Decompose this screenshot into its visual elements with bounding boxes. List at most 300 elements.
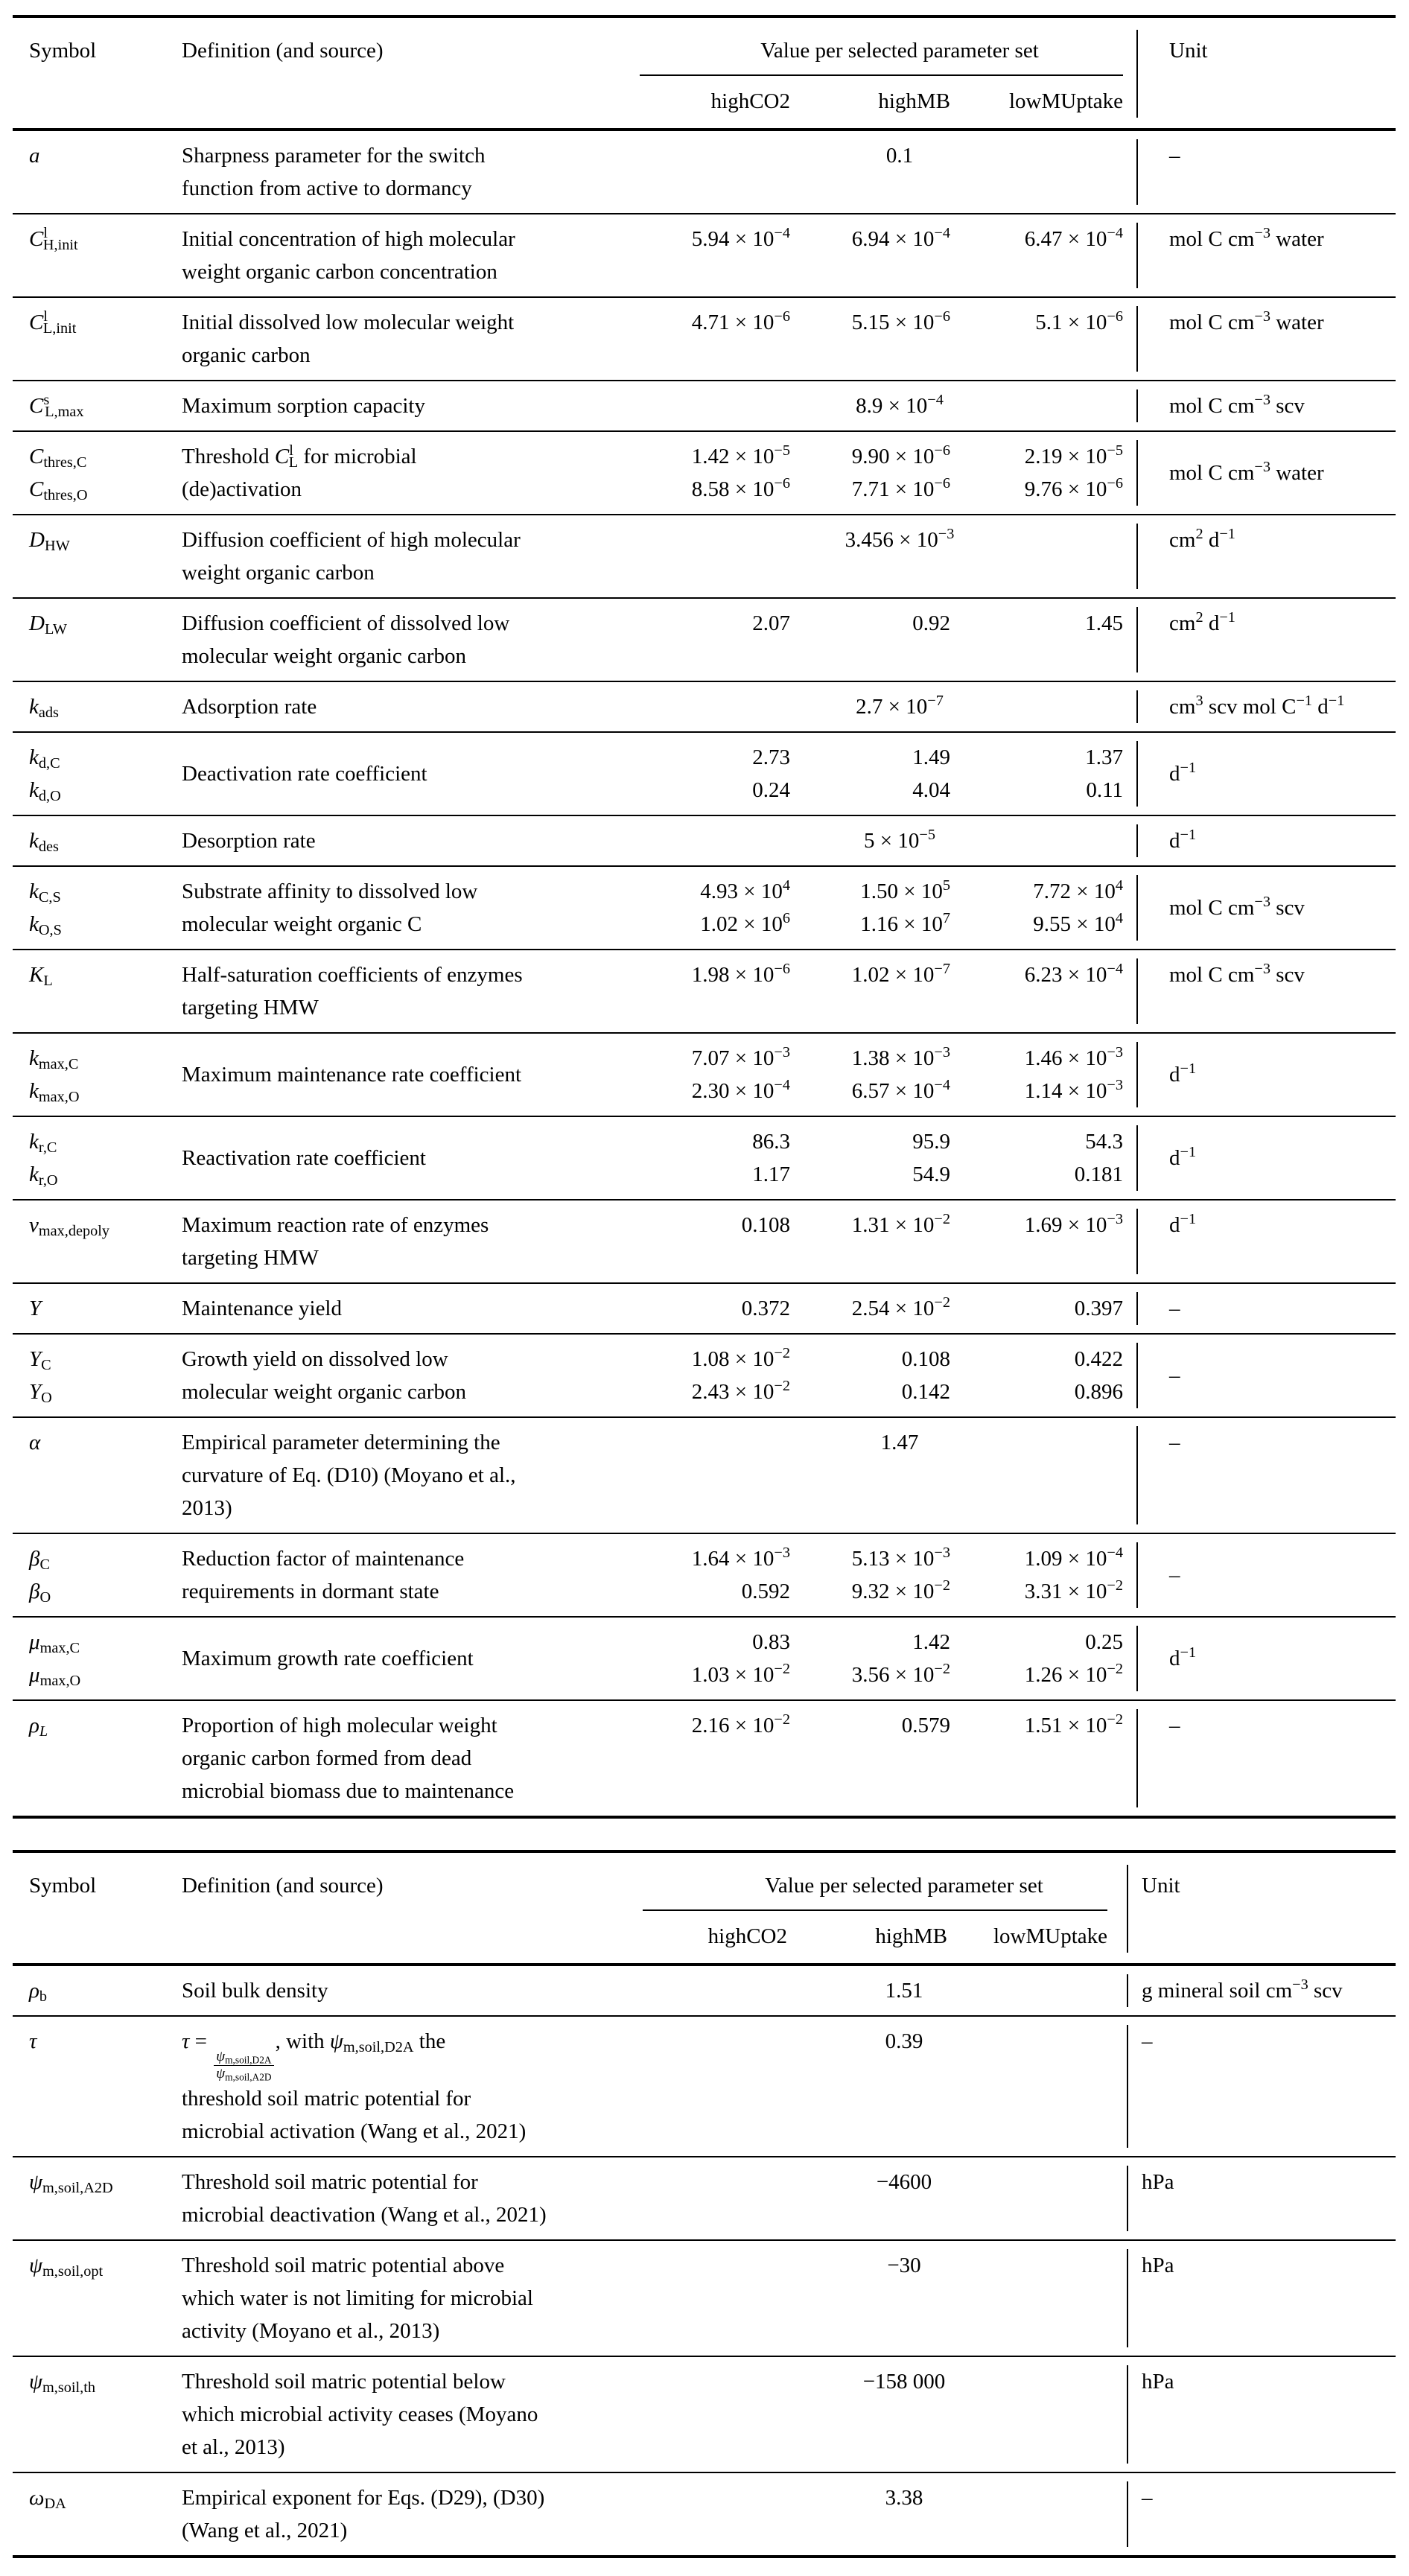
value: $1.38 \times 10^{-3}$: [851, 1043, 950, 1070]
unit: mol C $cm^{-3}$ scv: [1169, 391, 1305, 418]
value: $1.51 \times 10^{-2}$: [1024, 1711, 1123, 1737]
value-all-parameter-sets: 0.1: [885, 144, 914, 168]
unit-cell: [1127, 2249, 1396, 2347]
definition-cell: [182, 1343, 572, 1408]
value-column-lowMUptake: [950, 440, 1123, 506]
values-cell: [572, 1542, 1136, 1608]
table-row: [13, 949, 1396, 1032]
parameter-symbol: $C_{thres,O}$: [29, 477, 88, 504]
value: $4.71 \times 10^{-6}$: [691, 308, 790, 334]
definition-line: microbial deactivation (Wang et al., 2021): [182, 2203, 547, 2227]
value-column-highMB: [790, 1626, 950, 1691]
table-row: [13, 1533, 1396, 1616]
table2-body: [13, 1966, 1396, 2558]
value-all-parameter-sets: $8.9 \times 10^{-4}$: [856, 391, 944, 418]
table-row: [13, 1116, 1396, 1199]
value-column-highCO2: [572, 1626, 790, 1691]
values-cell: [572, 2249, 1127, 2282]
symbol-cell: [13, 607, 182, 640]
value: 54.9: [912, 1163, 950, 1186]
definition-cell: [182, 958, 572, 1024]
symbol-cell: [13, 1542, 182, 1608]
unit-cell: [1136, 389, 1396, 422]
table1-body: [13, 131, 1396, 1819]
value-column-highCO2: [572, 1343, 790, 1408]
value-column-highMB: [790, 1343, 950, 1408]
value-column-highCO2: [572, 958, 790, 991]
value: $1.42 \times 10^{-5}$: [691, 442, 790, 468]
parameter-symbol: $k_{ads}$: [29, 695, 59, 722]
definition-cell: [182, 440, 572, 506]
parameter-symbol: $C^s_{L,max}$: [29, 391, 84, 421]
symbol-cell: [13, 1292, 182, 1325]
definition-line: targeting HMW: [182, 1246, 319, 1270]
values-cell: [572, 1974, 1127, 2007]
unit-cell: [1127, 2166, 1396, 2231]
parameter-symbol: α: [29, 1431, 41, 1454]
value-all-parameter-sets: −30: [887, 2254, 921, 2278]
definition-line: et al., 2013): [182, 2435, 285, 2460]
unit-cell: [1136, 1042, 1396, 1107]
parameter-symbol: a: [29, 144, 40, 168]
value: $9.90 \times 10^{-6}$: [851, 442, 950, 468]
definition-line: (Wang et al., 2021): [182, 2519, 348, 2543]
definition-line: which microbial activity ceases (Moyano: [182, 2402, 538, 2427]
value: $9.55 \times 10^4$: [1033, 909, 1123, 936]
unit: $d^{-1}$: [1169, 1060, 1197, 1087]
definition-line: Threshold $C^l_L$ for microbial: [182, 442, 417, 471]
value-all-parameter-sets: $2.7 \times 10^{-7}$: [856, 692, 944, 719]
values-cell: [572, 1626, 1136, 1691]
definition-line: Adsorption rate: [182, 695, 317, 719]
value: $1.14 \times 10^{-3}$: [1024, 1076, 1123, 1103]
value: $4.93 \times 10^4$: [700, 877, 790, 903]
symbol-cell: [13, 1974, 182, 2007]
value: 0.108: [901, 1347, 950, 1371]
value-column-highCO2: [572, 607, 790, 640]
value: $1.50 \times 10^5$: [860, 877, 950, 903]
column-header-symbol: Symbol: [29, 39, 97, 63]
definition-line: microbial biomass due to maintenance: [182, 1779, 515, 1803]
definition-line: Desorption rate: [182, 829, 316, 853]
values-cell: [572, 524, 1136, 556]
unit-cell: [1136, 875, 1396, 941]
parameter-symbol: $D_{HW}$: [29, 528, 70, 555]
unit-cell: [1136, 958, 1396, 1024]
symbol-cell: [13, 440, 182, 506]
table1-header-row: [13, 15, 1396, 131]
values-cell: [572, 1292, 1136, 1325]
value: 1.45: [1085, 611, 1123, 635]
symbol-cell: [13, 2249, 182, 2282]
definition-cell: [182, 690, 572, 723]
values-cell: [572, 223, 1136, 255]
definition-cell: [182, 389, 572, 422]
value: 86.3: [752, 1130, 790, 1154]
value-column-highMB: [790, 1292, 950, 1325]
column-header-unit: Unit: [1127, 1865, 1396, 1953]
unit: –: [1142, 2029, 1153, 2053]
values-cell: [572, 306, 1136, 339]
unit: $d^{-1}$: [1169, 1143, 1197, 1170]
definition-cell: [182, 1292, 572, 1325]
column-header-value-group: [572, 1865, 1127, 1953]
definition-line: Diffusion coefficient of high molecular: [182, 528, 521, 552]
value-column-highMB: [790, 1209, 950, 1241]
value: 1.42: [912, 1630, 950, 1654]
definition-cell: [182, 306, 572, 372]
parameter-symbol: $D_{LW}$: [29, 611, 67, 638]
value: 0.24: [752, 778, 790, 802]
column-header-definition: Definition (and source): [182, 39, 384, 63]
value: $1.26 \times 10^{-2}$: [1024, 1660, 1123, 1687]
value: 0.592: [741, 1580, 790, 1603]
unit-cell: [1127, 2481, 1396, 2547]
definition-line: Threshold soil matric potential for: [182, 2170, 478, 2195]
symbol-cell: [13, 139, 182, 172]
unit-cell: [1136, 1343, 1396, 1408]
unit: –: [1169, 1431, 1180, 1454]
parameter-symbol: $\rho_b$: [29, 1979, 48, 2006]
parameter-symbol: $k_{d,O}$: [29, 778, 61, 805]
unit-cell: [1136, 1709, 1396, 1807]
table-row: [13, 1966, 1396, 2015]
value: $1.98 \times 10^{-6}$: [691, 960, 790, 987]
definition-line: Diffusion coefficient of dissolved low: [182, 611, 510, 635]
unit: hPa: [1142, 2370, 1174, 2394]
value-column-highMB: [790, 1709, 950, 1742]
values-cell: [572, 2025, 1127, 2058]
column-header-param-set-highCO2: highCO2: [707, 1924, 787, 1948]
value: $1.08 \times 10^{-2}$: [691, 1344, 790, 1371]
unit: hPa: [1142, 2170, 1174, 2195]
value-column-highCO2: [572, 1209, 790, 1241]
value: $6.57 \times 10^{-4}$: [851, 1076, 950, 1103]
value-column-highCO2: [572, 1292, 790, 1325]
values-cell: [572, 875, 1136, 941]
definition-line: (de)activation: [182, 477, 302, 501]
definition-line: Maintenance yield: [182, 1297, 342, 1320]
definition-line: Soil bulk density: [182, 1979, 328, 2003]
parameter-symbol: $\beta_O$: [29, 1580, 51, 1606]
parameter-symbol: $\psi_{m,soil,opt}$: [29, 2254, 104, 2280]
values-cell: [572, 2166, 1127, 2198]
unit-cell: [1136, 1542, 1396, 1608]
value: 0.372: [741, 1297, 790, 1320]
values-cell: [572, 1042, 1136, 1107]
value: $1.46 \times 10^{-3}$: [1024, 1043, 1123, 1070]
value-group-label: Value per selected parameter set: [765, 1874, 1043, 1898]
unit: mol C $cm^{-3}$ water: [1169, 308, 1324, 334]
value-column-highCO2: [572, 223, 790, 255]
definition-line: weight organic carbon concentration: [182, 260, 497, 284]
definition-line: weight organic carbon: [182, 561, 375, 585]
value: 1.37: [1085, 745, 1123, 769]
value: 0.92: [912, 611, 950, 635]
symbol-cell: [13, 824, 182, 857]
parameter-symbol: $\rho_L$: [29, 1714, 48, 1740]
value: 0.896: [1074, 1380, 1123, 1404]
definition-line: molecular weight organic carbon: [182, 644, 466, 668]
value: $1.03 \times 10^{-2}$: [691, 1660, 790, 1687]
table-row: [13, 514, 1396, 597]
value: $1.31 \times 10^{-2}$: [851, 1210, 950, 1237]
definition-line: threshold soil matric potential for: [182, 2087, 471, 2111]
value: $1.16 \times 10^7$: [860, 909, 950, 936]
definition-cell: [182, 1426, 572, 1524]
parameter-symbol: $\psi_{m,soil,th}$: [29, 2370, 96, 2397]
symbol-cell: [13, 306, 182, 339]
column-header-param-set-lowMUptake: lowMUptake: [1008, 89, 1123, 113]
definition-line: organic carbon: [182, 343, 311, 367]
symbol-cell: [13, 1626, 182, 1691]
table-row: [13, 681, 1396, 731]
unit: $cm^2$ $d^{-1}$: [1169, 608, 1235, 635]
table-row: [13, 2239, 1396, 2356]
unit-cell: [1136, 223, 1396, 288]
parameter-symbol: $Y_O$: [29, 1380, 52, 1407]
table2-header-row: [13, 1850, 1396, 1966]
value-column-lowMUptake: [950, 958, 1123, 991]
definition-line: molecular weight organic C: [182, 912, 422, 936]
definition-cell: [182, 139, 572, 205]
value-column-lowMUptake: [950, 607, 1123, 640]
value: $9.76 \times 10^{-6}$: [1024, 474, 1123, 501]
parameter-symbol: Y: [29, 1297, 42, 1320]
parameter-symbol: $k_{max,C}$: [29, 1046, 79, 1073]
value-column-highCO2: [572, 1709, 790, 1742]
definition-line: Threshold soil matric potential below: [182, 2370, 506, 2394]
unit: –: [1169, 144, 1180, 168]
unit: $cm^3$ scv mol $C^{-1}$ $d^{-1}$: [1169, 692, 1345, 719]
unit-cell: [1136, 741, 1396, 807]
unit: $d^{-1}$: [1169, 1210, 1197, 1237]
value: $1.02 \times 10^6$: [700, 909, 790, 936]
value-column-highCO2: [572, 1125, 790, 1191]
parameter-symbol: $k_{C,S}$: [29, 880, 61, 906]
symbol-cell: [13, 1209, 182, 1241]
parameter-symbol: $k_{O,S}$: [29, 912, 62, 939]
symbol-cell: [13, 875, 182, 941]
table-row: [13, 380, 1396, 430]
value-all-parameter-sets: −4600: [876, 2170, 932, 2195]
value: 95.9: [912, 1130, 950, 1154]
unit-cell: [1127, 1974, 1396, 2007]
symbol-cell: [13, 1125, 182, 1191]
value-column-lowMUptake: [950, 741, 1123, 807]
value: $7.72 \times 10^4$: [1033, 877, 1123, 903]
value-column-lowMUptake: [950, 1209, 1123, 1241]
parameter-symbol: τ: [29, 2029, 37, 2053]
column-header-definition: Definition (and source): [182, 1874, 384, 1898]
values-cell: [572, 824, 1136, 857]
definition-cell: [182, 1709, 572, 1807]
table-row: [13, 1032, 1396, 1116]
value: $1.69 \times 10^{-3}$: [1024, 1210, 1123, 1237]
value: 0.83: [752, 1630, 790, 1654]
definition-line: Maximum growth rate coefficient: [182, 1647, 474, 1670]
unit-cell: [1136, 690, 1396, 723]
definition-cell: [182, 875, 572, 941]
value: 1.17: [752, 1163, 790, 1186]
unit: mol C $cm^{-3}$ water: [1169, 458, 1324, 485]
value-all-parameter-sets: $3.456 \times 10^{-3}$: [845, 525, 955, 552]
column-header-param-set-highMB: highMB: [878, 89, 950, 113]
definition-line: Proportion of high molecular weight: [182, 1714, 497, 1737]
value-column-highCO2: [572, 440, 790, 506]
value-column-highCO2: [572, 875, 790, 941]
symbol-cell: [13, 389, 182, 422]
definition-line: Initial dissolved low molecular weight: [182, 311, 515, 334]
definition-line: Half-saturation coefficients of enzymes: [182, 963, 523, 987]
parameter-symbol: $\mu_{max,O}$: [29, 1663, 81, 1690]
value-column-lowMUptake: [950, 1125, 1123, 1191]
parameter-table-2: [13, 1850, 1396, 2558]
unit-cell: [1136, 1626, 1396, 1691]
definition-cell: [182, 1542, 572, 1608]
value: $5.1 \times 10^{-6}$: [1035, 308, 1123, 334]
symbol-cell: [13, 1709, 182, 1742]
table-row: [13, 865, 1396, 949]
parameter-table-1: [13, 15, 1396, 1819]
definition-line: Substrate affinity to dissolved low: [182, 880, 478, 903]
parameter-symbol: $C^l_{H,init}$: [29, 224, 78, 254]
value-column-highCO2: [572, 1042, 790, 1107]
param-set-header-row: [572, 1920, 1107, 1953]
values-cell: [572, 690, 1136, 723]
parameter-symbol: $Y_C$: [29, 1347, 51, 1374]
definition-line: Reduction factor of maintenance: [182, 1547, 465, 1571]
definition-cell: [182, 824, 572, 857]
value-column-highMB: [790, 607, 950, 640]
unit: $cm^2$ $d^{-1}$: [1169, 525, 1235, 552]
value: $6.23 \times 10^{-4}$: [1024, 960, 1123, 987]
definition-line: function from active to dormancy: [182, 176, 472, 200]
parameter-symbol: $C^l_{L,init}$: [29, 308, 77, 337]
table-row: [13, 1333, 1396, 1416]
definition-line: which water is not limiting for microbial: [182, 2286, 533, 2311]
table-row: [13, 597, 1396, 681]
value-column-highMB: [790, 1042, 950, 1107]
definition-cell: [182, 1974, 572, 2007]
value-column-lowMUptake: [950, 1292, 1123, 1325]
table-row: [13, 2015, 1396, 2156]
table-row: [13, 1282, 1396, 1333]
definition-line: targeting HMW: [182, 996, 319, 1020]
unit: mol C $cm^{-3}$ scv: [1169, 893, 1305, 920]
definition-cell: [182, 2025, 572, 2148]
unit-cell: [1136, 1125, 1396, 1191]
value: 4.04: [912, 778, 950, 802]
column-header-param-set-lowMUptake: lowMUptake: [993, 1924, 1107, 1948]
unit-cell: [1136, 1426, 1396, 1524]
value: 0.108: [741, 1213, 790, 1237]
value: $7.07 \times 10^{-3}$: [691, 1043, 790, 1070]
table-row: [13, 1616, 1396, 1699]
value: 2.73: [752, 745, 790, 769]
unit-cell: [1136, 824, 1396, 857]
definition-cell: [182, 2166, 572, 2231]
value-column-lowMUptake: [950, 1343, 1123, 1408]
table-row: [13, 2472, 1396, 2555]
symbol-cell: [13, 1343, 182, 1408]
values-cell: [572, 440, 1136, 506]
value: $2.19 \times 10^{-5}$: [1024, 442, 1123, 468]
definition-cell: [182, 2365, 572, 2464]
value-all-parameter-sets: −158 000: [862, 2370, 946, 2394]
values-cell: [572, 389, 1136, 422]
value: 2.07: [752, 611, 790, 635]
value: $8.58 \times 10^{-6}$: [691, 474, 790, 501]
value-all-parameter-sets: $5 \times 10^{-5}$: [864, 826, 935, 853]
table-row: [13, 1699, 1396, 1816]
symbol-cell: [13, 2365, 182, 2398]
value-column-lowMUptake: [950, 223, 1123, 255]
parameter-symbol: $\psi_{m,soil,A2D}$: [29, 2170, 113, 2197]
value-group-underline: [643, 1909, 1107, 1911]
definition-cell: [182, 223, 572, 288]
value-column-highCO2: [572, 741, 790, 807]
unit-cell: [1136, 1209, 1396, 1274]
value: 0.397: [1074, 1297, 1123, 1320]
definition-line: Empirical parameter determining the: [182, 1431, 500, 1454]
table-row: [13, 1199, 1396, 1282]
value-column-highMB: [790, 958, 950, 991]
unit-cell: [1136, 440, 1396, 506]
symbol-cell: [13, 2025, 182, 2058]
symbol-cell: [13, 223, 182, 255]
symbol-cell: [13, 2166, 182, 2198]
value: 0.422: [1074, 1347, 1123, 1371]
table-row: [13, 2156, 1396, 2239]
definition-cell: [182, 524, 572, 589]
values-cell: [572, 1426, 1136, 1459]
value: $1.64 \times 10^{-3}$: [691, 1544, 790, 1571]
value: $2.30 \times 10^{-4}$: [691, 1076, 790, 1103]
value: 0.25: [1085, 1630, 1123, 1654]
definition-line: Threshold soil matric potential above: [182, 2254, 505, 2278]
parameter-symbol: $k_{d,C}$: [29, 745, 60, 772]
column-header-param-set-highCO2: highCO2: [710, 89, 790, 113]
definition-cell: [182, 607, 572, 672]
value: 0.11: [1086, 778, 1123, 802]
unit: $d^{-1}$: [1169, 1644, 1197, 1670]
table-row: [13, 430, 1396, 514]
definition-line: Growth yield on dissolved low: [182, 1347, 448, 1371]
value-all-parameter-sets: 0.39: [885, 2029, 923, 2053]
value: $1.09 \times 10^{-4}$: [1024, 1544, 1123, 1571]
unit: mol C $cm^{-3}$ scv: [1169, 960, 1305, 987]
value: $9.32 \times 10^{-2}$: [851, 1577, 950, 1603]
value-group-label: Value per selected parameter set: [760, 39, 1039, 63]
definition-line: organic carbon formed from dead: [182, 1746, 472, 1770]
column-header-param-set-highMB: highMB: [875, 1924, 947, 1948]
values-cell: [572, 1709, 1136, 1742]
value: $2.16 \times 10^{-2}$: [691, 1711, 790, 1737]
parameter-symbol: $k_{r,C}$: [29, 1130, 57, 1157]
parameter-symbol: $C_{thres,C}$: [29, 445, 87, 471]
parameter-symbol: $\omega_{DA}$: [29, 2486, 66, 2513]
symbol-cell: [13, 741, 182, 807]
unit: –: [1169, 1563, 1180, 1587]
unit: $d^{-1}$: [1169, 826, 1197, 853]
table-row: [13, 131, 1396, 213]
symbol-cell: [13, 690, 182, 723]
definition-cell: [182, 1142, 572, 1174]
definition-line: Empirical exponent for Eqs. (D29), (D30): [182, 2486, 545, 2510]
value: $6.94 \times 10^{-4}$: [851, 224, 950, 251]
value-column-highCO2: [572, 306, 790, 339]
